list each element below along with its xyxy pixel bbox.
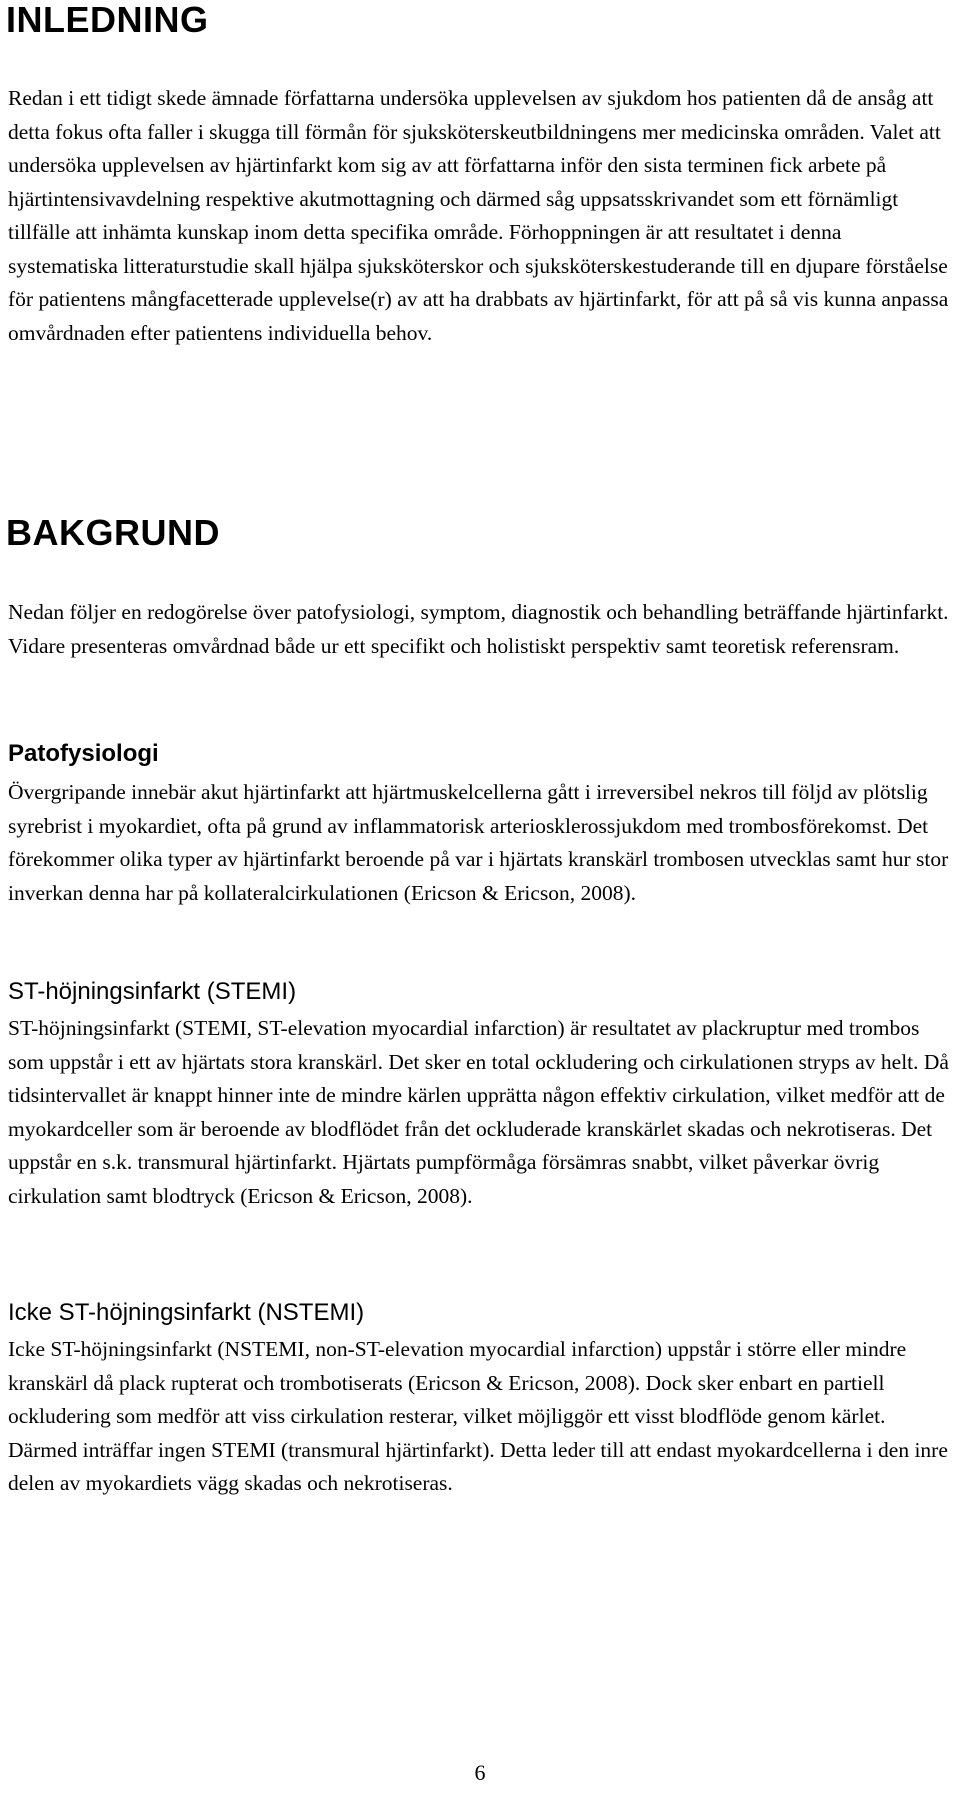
paragraph-bakgrund: Nedan följer en redogörelse över patofysiologi, symptom, diagnostik och behandling beträffande hjärtinfarkt. Vidare presenteras omvårdnad både ur ett specifikt och holistiskt perspektiv samt teoretisk referensram. [8,600,949,658]
subheading-patofysiologi: Patofysiologi [8,740,159,767]
paragraph-inledning: Redan i ett tidigt skede ämnade författarna undersöka upplevelsen av sjukdom hos patienten då de ansåg att detta fokus ofta faller i skugga till förmån för sjuksköterskeutbildningens mer medicinska områden. Valet att undersöka upplevelsen av hjärtinfarkt kom sig av att författarna inför den sista terminen fick arbete på hjärtintensivavdelning respektive akutmottagning och därmed såg uppsatsskrivandet som ett förnämligt tillfälle att inhämta kunskap inom detta specifika område. Förhoppningen är att resultatet i denna systematiska litteraturstudie skall hjälpa sjuksköterskor och sjuksköterskestuderande till en djupare förståelse för patientens mångfacetterade upplevelse(r) av att ha drabbats av hjärtinfarkt, för att på så vis kunna anpassa omvårdnaden efter patientens individuella behov. [8,86,949,345]
paragraph-patofysiologi: Övergripande innebär akut hjärtinfarkt att hjärtmuskelcellerna gått i irreversibel nekros till följd av plötslig syrebrist i myokardiet, ofta på grund av inflammatorisk arteriosklerossjukdom med trombosförekomst. Det förekommer olika typer av hjärtinfarkt beroende på var i hjärtats kranskärl trombosen utvecklas samt hur stor inverkan denna har på kollateralcirkulationen (Ericson & Ericson, 2008). [8,780,949,905]
paragraph-nstemi: Icke ST-höjningsinfarkt (NSTEMI, non-ST-elevation myocardial infarction) uppstår i större eller mindre kranskärl då plack rupterat och trombotiserats (Ericson & Ericson, 2008). Dock sker enbart en partiell ockludering som medför att viss cirkulation resterar, vilket möjliggör ett visst blodflöde genom kärlet. Därmed inträffar ingen STEMI (transmural hjärtinfarkt). Detta leder till att endast myokardcellerna i den inre delen av myokardiets vägg skadas och nekrotiseras. [8,1337,948,1495]
subheading-nstemi: Icke ST-höjningsinfarkt (NSTEMI) [8,1299,365,1326]
section-heading-bakgrund: BAKGRUND [6,512,220,553]
subheading-stemi: ST-höjningsinfarkt (STEMI) [8,978,297,1005]
paragraph-stemi: ST-höjningsinfarkt (STEMI, ST-elevation myocardial infarction) är resultatet av plackruptur med trombos som uppstår i ett av hjärtats stora kranskärl. Det sker en total ockludering och cirkulationen stryps av helt. Då tidsintervallet är knappt hinner inte de mindre kärlen upprätta någon effektiv cirkulation, vilket medför att de myokardceller som är beroende av blodflödet från det ockluderade kranskärlet skadas och nekrotiseras. Det uppstår en s.k. transmural hjärtinfarkt. Hjärtats pumpförmåga försämras snabbt, vilket påverkar övrig cirkulation samt blodtryck (Ericson & Ericson, 2008). [8,1016,949,1208]
page-number: 6 [474,1760,486,1785]
section-heading-inledning: INLEDNING [6,0,209,40]
